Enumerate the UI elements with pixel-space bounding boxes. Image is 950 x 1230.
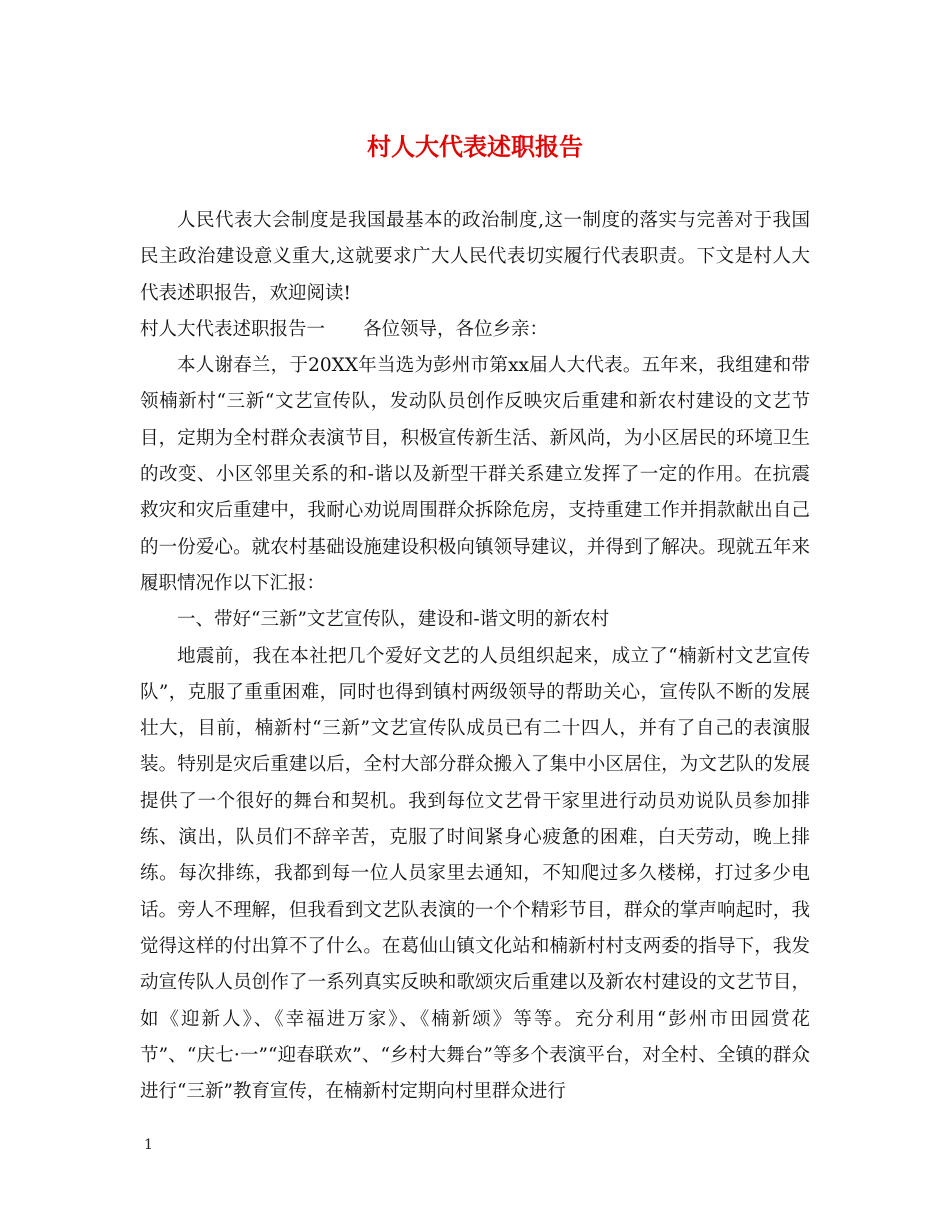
page-number: 1 [144, 1137, 153, 1153]
report-heading-line [140, 312, 810, 348]
report-heading: 村人大代表述职报告一 [140, 318, 326, 340]
body-paragraph-1: 本人谢春兰，于20XX年当选为彭州市第xx届人大代表。五年来，我组建和带领楠新村“三新“文艺宣传队，发动队员创作反映灾后重建和新农村建设的文艺节目，定期为全村群众表演节目，积极宣传新生活、新风尚，为小区居民的环境卫生的改变、小区邻里关系的和-谐以及新型干群关系建立发挥了一定的作用。在抗震救灾和灾后重建中，我耐心劝说周围群众拆除危房，支持重建工作并捐款献出自己的一份爱心。就农村基础设施建设积极向镇领导建议，并得到了解决。现就五年来履职情况作以下汇报： [140, 355, 810, 594]
section-1-heading: 一、带好“三新”文艺宣传队，建设和-谐文明的新农村 [177, 609, 610, 631]
document-body [140, 203, 810, 1110]
body-paragraph-2: 地震前，我在本社把几个爱好文艺的人员组织起来，成立了“楠新村文艺宣传队”，克服了重重困难，同时也得到镇村两级领导的帮助关心，宣传队不断的发展壮大，目前，楠新村“三新”文艺宣传队成员已有二十四人，并有了自己的表演服装。特别是灾后重建以后，全村大部分群众搬入了集中小区居住，为文艺队的发展提供了一个很好的舞台和契机。我到每位文艺骨干家里进行动员劝说队员参加排练、演出，队员们不辞辛苦，克服了时间紧身心疲惫的困难，白天劳动，晚上排练。每次排练，我都到每一位人员家里去通知，不知爬过多久楼梯，打过多少电话。旁人不理解，但我看到文艺队表演的一个个精彩节目，群众的掌声响起时，我觉得这样的付出算不了什么。在葛仙山镇文化站和楠新村村支两委的指导下，我发动宣传队人员创作了一系列真实反映和歌颂灾后重建以及新农村建设的文艺节目，如《迎新人》、《幸福进万家》、《楠新颂》等等。充分利用“彭州市田园赏花节”、“庆七·一”“迎春联欢”、“乡村大舞台”等多个表演平台，对全村、全镇的群众进行“三新”教育宣传，在楠新村定期向村里群众进行 [140, 645, 810, 1103]
greeting: 各位领导，各位乡亲： [363, 318, 549, 340]
document-title: 村人大代表述职报告 [367, 132, 583, 161]
intro-paragraph: 人民代表大会制度是我国最基本的政治制度,这一制度的落实与完善对于我国民主政治建设意义重大,这就要求广大人民代表切实履行代表职责。下文是村人大代表述职报告，欢迎阅读! [140, 210, 810, 304]
